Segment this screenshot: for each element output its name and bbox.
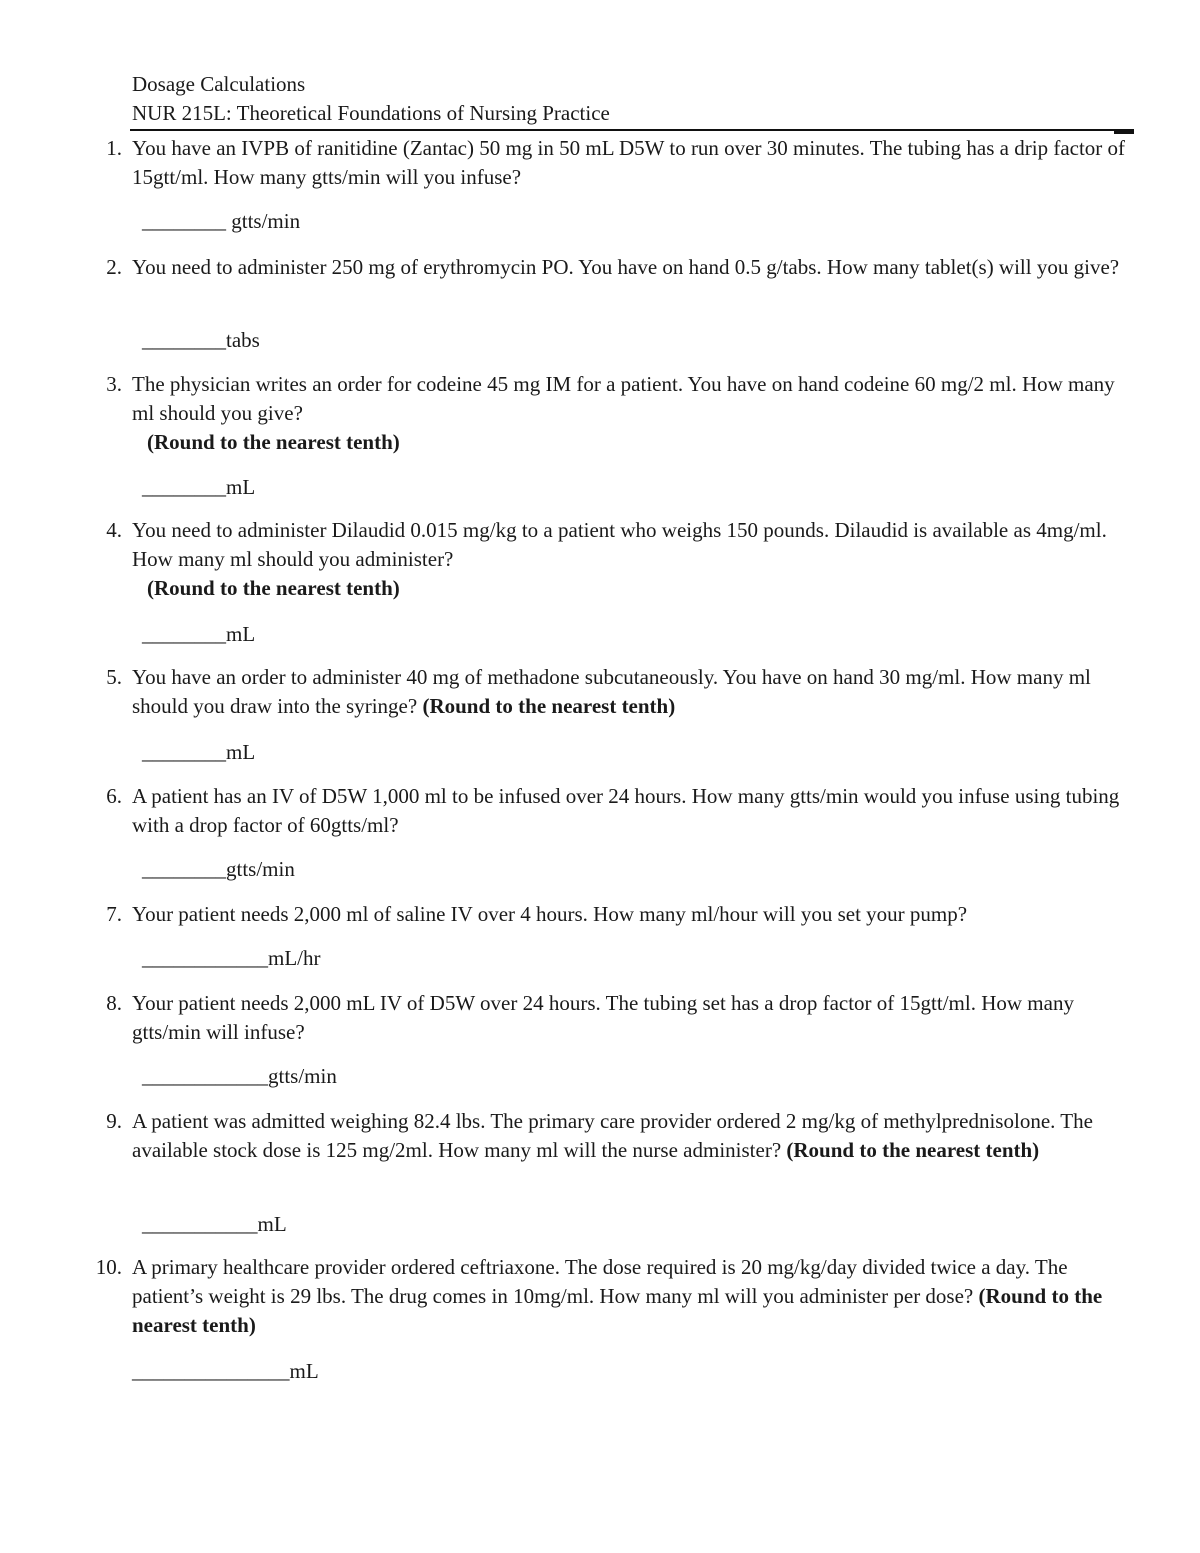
- round-instruction: (Round to the nearest tenth): [147, 576, 400, 600]
- answer-blank-1: ________ gtts/min: [142, 209, 301, 233]
- question-text: The physician writes an order for codeine 45 mg IM for a patient. You have on hand codeine 60 mg/2 ml. How many ml should you give?: [132, 372, 1115, 425]
- course-title: NUR 215L: Theoretical Foundations of Nursing Practice: [132, 101, 610, 125]
- answer-blank-2: ________tabs: [142, 328, 260, 352]
- answer-blank-3: ________mL: [142, 475, 256, 499]
- question-number: 1.: [106, 136, 122, 160]
- question-text: Your patient needs 2,000 mL IV of D5W over 24 hours. The tubing set has a drop factor of 15gtt/ml. How many gtts/min will infuse?: [132, 991, 1074, 1044]
- header-divider: [130, 129, 1134, 131]
- question-number: 8.: [106, 991, 122, 1015]
- answer-blank-7: ____________mL/hr: [142, 946, 321, 970]
- round-instruction: (Round to the nearest tenth): [786, 1138, 1040, 1162]
- answer-blank-9: ___________mL: [142, 1212, 287, 1236]
- question-number: 9.: [106, 1109, 122, 1133]
- question-number: 4.: [106, 518, 122, 542]
- question-number: 10.: [95, 1255, 122, 1279]
- question-number: 5.: [106, 665, 122, 689]
- question-number: 2.: [106, 255, 122, 279]
- question-text: Your patient needs 2,000 ml of saline IV over 4 hours. How many ml/hour will you set your pump?: [132, 902, 968, 926]
- question-number: 7.: [106, 902, 122, 926]
- document-title: Dosage Calculations: [132, 72, 306, 96]
- round-instruction: (Round to the nearest tenth): [132, 1284, 1103, 1337]
- document-header: [132, 70, 610, 128]
- answer-blank-8: ____________gtts/min: [142, 1064, 337, 1088]
- answer-blank-6: ________gtts/min: [142, 857, 295, 881]
- question-text: A patient was admitted weighing 82.4 lbs. The primary care provider ordered 2 mg/kg of methylprednisolone. The available stock dose is 125 mg/2ml. How many ml will the nurse administer?: [132, 1109, 1093, 1162]
- round-instruction: (Round to the nearest tenth): [422, 694, 676, 718]
- round-instruction: (Round to the nearest tenth): [147, 430, 400, 454]
- question-text: You need to administer 250 mg of erythromycin PO. You have on hand 0.5 g/tabs. How many tablet(s) will you give?: [132, 255, 1120, 279]
- question-text: A primary healthcare provider ordered ceftriaxone. The dose required is 20 mg/kg/day divided twice a day. The patient’s weight is 29 lbs. The drug comes in 10mg/ml. How many ml will you administer per dose?: [132, 1255, 1068, 1308]
- question-number: 3.: [106, 372, 122, 396]
- answer-blank-5: ________mL: [142, 740, 256, 764]
- question-number: 6.: [106, 784, 122, 808]
- answer-blank-10: _______________mL: [132, 1359, 319, 1383]
- answer-blank-4: ________mL: [142, 622, 256, 646]
- question-text: You need to administer Dilaudid 0.015 mg/kg to a patient who weighs 150 pounds. Dilaudid is available as 4mg/ml. How many ml should you administer?: [132, 518, 1107, 571]
- question-text: You have an IVPB of ranitidine (Zantac) 50 mg in 50 mL D5W to run over 30 minutes. The tubing has a drip factor of 15gtt/ml. How many gtts/min will you infuse?: [132, 136, 1126, 189]
- question-text: You have an order to administer 40 mg of methadone subcutaneously. You have on hand 30 mg/ml. How many ml should you draw into the syringe?: [132, 665, 1091, 718]
- question-text: A patient has an IV of D5W 1,000 ml to be infused over 24 hours. How many gtts/min would you infuse using tubing with a drop factor of 60gtts/ml?: [132, 784, 1120, 837]
